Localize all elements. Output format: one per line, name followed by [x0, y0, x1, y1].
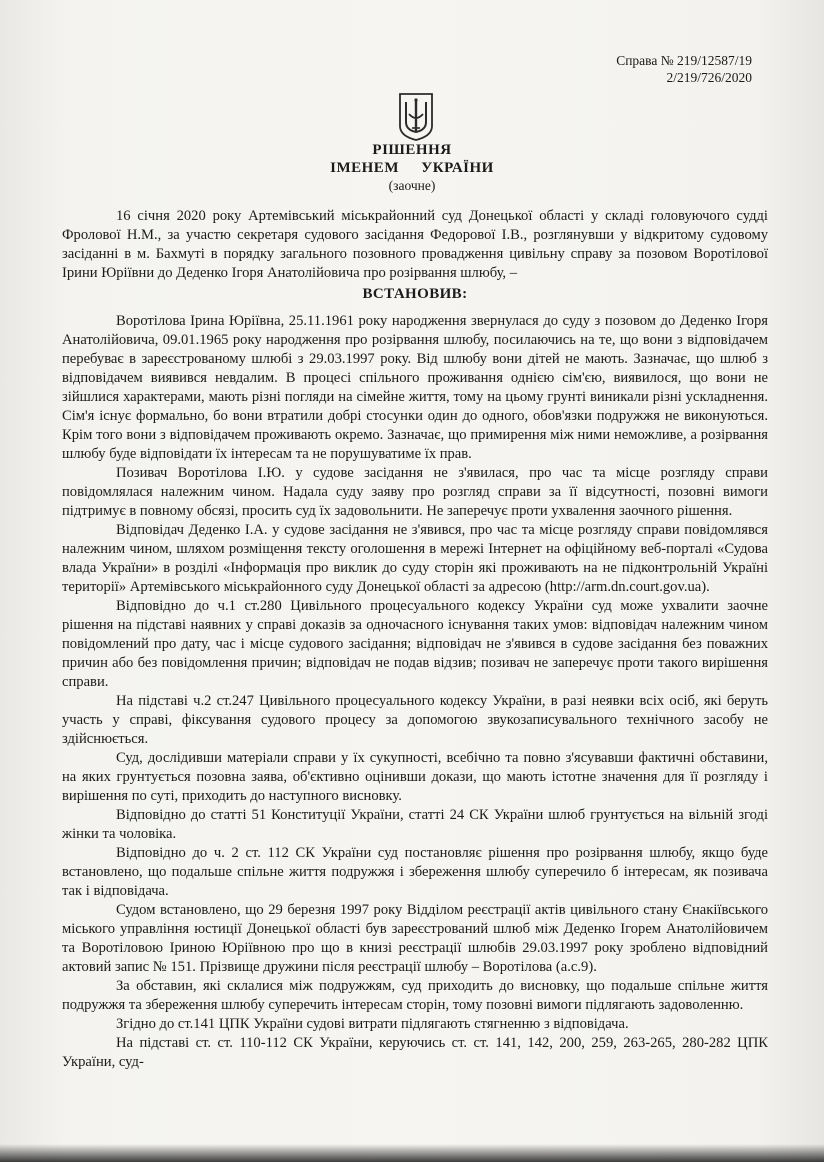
paragraph: Позивач Воротілова І.Ю. у судове засідання не з'явилася, про час та місце розгляду справи повідомлялася належним чином. Надала суду заяву про розгляд справи за її відсутності, позовні вимоги підтримує в повному обсязі, просить суд їх задовольнити. Не заперечує проти ухвалення заочного рішення.	[62, 465, 768, 519]
paragraph: Відповідно до статті 51 Конституції України, статті 24 СК України шлюб грунтується на вільній згоді жінки та чоловіка.	[62, 807, 768, 842]
paragraph: Воротілова Ірина Юріївна, 25.11.1961 року народження звернулася до суду з позовом до Деденко Ігоря Анатолійовича, 09.01.1965 року народження про розірвання шлюбу, посилаючись на те, що вони з відповідачем перебуває в зареєстрованому шлюбі з 29.03.1997 року. Від шлюбу вони дітей не мають. Зазначає, що шлюб з відповідачем виявився невдалим. В процесі спільного проживання однією сім'єю, виявилося, що вони не зійшлися характерами, мають різні погляди на сімейне життя, тому на цьому грунті виникали різні ускладнення. Сім'я існує формально, бо вони втратили добрі стосунки один до одного, обов'язки подружжя не виконуються. Крім того вони з відповідачем проживають окремо. Зазначає, що примирення між ними неможливе, а розірвання шлюбу буде відповідати їх інтересам та не порушуватиме їх прав.	[62, 313, 768, 462]
case-number	[616, 52, 752, 86]
decision-body	[62, 207, 768, 1072]
section-title: ВСТАНОВИВ:	[362, 286, 468, 302]
paragraph: Суд, дослідивши матеріали справи у їх сукупності, всебічно та повно з'ясувавши фактичні обставини, на яких грунтується позовна заява, об'єктивно оцінивши докази, що мають істотне значення для її розгляду і вирішення по суті, приходить до наступного висновку.	[62, 750, 768, 804]
paragraph: Згідно до ст.141 ЦПК України судові витрати підлягають стягненню з відповідача.	[116, 1016, 629, 1032]
paragraph: На підставі ч.2 ст.247 Цивільного процесуального кодексу України, в разі неявки всіх осіб, які беруть участь у справі, фіксування судового процесу за допомогою звукозаписувального технічного засобу не здійснюється.	[62, 693, 768, 747]
document-title: РІШЕННЯ	[372, 142, 452, 158]
tryzub-icon	[396, 92, 436, 142]
document-subtitle: ІМЕНЕМ УКРАЇНИ	[330, 160, 494, 176]
paragraph: За обставин, які склалися між подружжям, суд приходить до висновку, що подальше спільне життя подружжя та збереження шлюбу суперечить інтересам сторін, тому позовні вимоги підлягають задоволенню.	[62, 978, 768, 1013]
paragraph: Відповідач Деденко І.А. у судове засідання не з'явився, про час та місце розгляду справи повідомлявся належним чином, шляхом розміщення тексту оголошення в мережі Інтернет на офіційному веб-порталі «Судова влада України» в розділі «Інформація про виклик до суду сторін які проживають на не підконтрольній Україні території» Артемівського міськрайонного суду Донецької області за адресою (http://arm.dn.court.gov.ua).	[62, 522, 768, 595]
intro-paragraph: 16 січня 2020 року Артемівський міськрайонний суд Донецької області у складі головуючого судді Фролової Н.М., за участю секретаря судового засідання Федорової І.В., розглянувши у відкритому судовому засіданні в м. Бахмуті в порядку загального позовного провадження цивільну справу за позовом Воротілової Ірини Юріївни до Деденко Ігоря Анатолійовича про розірвання шлюбу, –	[62, 208, 768, 281]
paragraph: Судом встановлено, що 29 березня 1997 року Відділом реєстрації актів цивільного стану Єнакіївського міського управління юстиції Донецької області був зареєстрований шлюб між Деденко Ігорем Анатолійовичем та Воротіловою Іриною Юріївною про що в книзі реєстрації шлюбів 29.03.1997 року зроблено відповідний актовий запис № 151. Прізвище дружини після реєстрації шлюбу – Воротілова (а.с.9).	[62, 902, 768, 975]
paragraph: На підставі ст. ст. 110-112 СК України, керуючись ст. ст. 141, 142, 200, 259, 263-265, 280-282 ЦПК України, суд-	[62, 1035, 768, 1070]
paragraph: Відповідно до ч. 2 ст. 112 СК України суд постановляє рішення про розірвання шлюбу, якщо буде встановлено, що подальше спільне життя подружжя і збереження шлюбу суперечило б інтересам, як позивача так і відповідача.	[62, 845, 768, 899]
document-kind: (заочне)	[388, 178, 436, 193]
case-number-line1: Справа № 219/12587/19	[616, 53, 752, 68]
case-number-line2: 2/219/726/2020	[666, 70, 752, 85]
paragraph: Відповідно до ч.1 ст.280 Цивільного процесуального кодексу України суд може ухвалити заочне рішення на підставі наявних у справі доказів за одночасного існування таких умов: відповідач належним чином повідомлений про дату, час і місце судового засідання; відповідач не з'явився в судове засідання без поважних причин або без повідомлення причин; відповідач не подав відзив; позивач не заперечує проти такого вирішення справи.	[62, 598, 768, 690]
